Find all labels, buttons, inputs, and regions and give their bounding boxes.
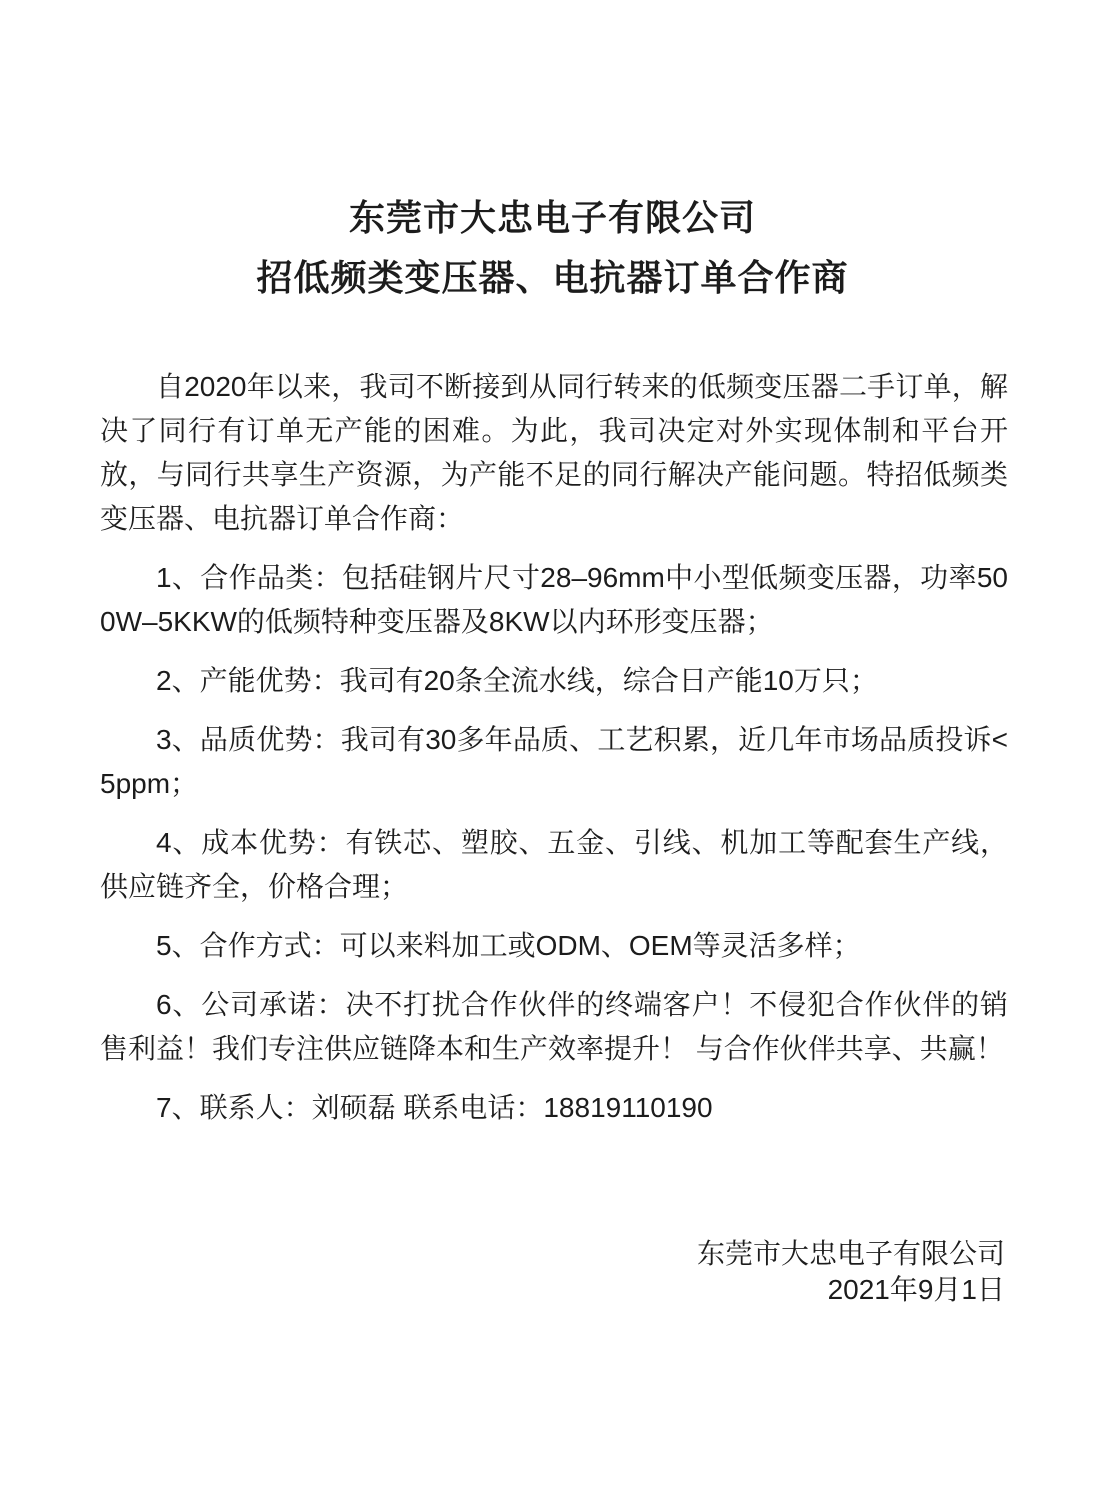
document-title: 东莞市大忠电子有限公司 <box>348 197 756 238</box>
document-header <box>0 0 1105 299</box>
list-item-4: 4、成本优势：有铁芯、塑胶、五金、引线、机加工等配套生产线，供应链齐全，价格合理； <box>100 827 1008 903</box>
list-item-6: 6、公司承诺：决不打扰合作伙伴的终端客户！不侵犯合作伙伴的销售利益！我们专注供应链降本和生产效率提升！ 与合作伙伴共享、共赢！ <box>100 989 1008 1065</box>
list-item-2: 2、产能优势：我司有20条全流水线，综合日产能10万只； <box>156 665 878 697</box>
list-item-5: 5、合作方式：可以来料加工或ODM、OEM等灵活多样； <box>156 930 861 962</box>
intro-paragraph: 自2020年以来，我司不断接到从同行转来的低频变压器二手订单，解决了同行有订单无产能的困难。为此，我司决定对外实现体制和平台开放，与同行共享生产资源，为产能不足的同行解决产能问题。特招低频类变压器、电抗器订单合作商： <box>100 371 1008 535</box>
signature-company: 东莞市大忠电子有限公司 <box>696 1238 1005 1269</box>
list-item-3: 3、品质优势：我司有30多年品质、工艺积累，近几年市场品质投诉<5ppm； <box>100 724 1008 800</box>
signature-block <box>697 1236 1005 1308</box>
list-item-1: 1、合作品类：包括硅钢片尺寸28–96mm中小型低频变压器，功率500W–5KKW的低频特种变压器及8KW以内环形变压器； <box>100 562 1008 638</box>
document-body <box>100 365 1008 1130</box>
signature-date: 2021年9月1日 <box>827 1274 1005 1305</box>
document-subtitle: 招低频类变压器、电抗器订单合作商 <box>256 257 849 299</box>
list-item-7: 7、联系人：刘硕磊 联系电话：18819110190 <box>156 1092 713 1124</box>
